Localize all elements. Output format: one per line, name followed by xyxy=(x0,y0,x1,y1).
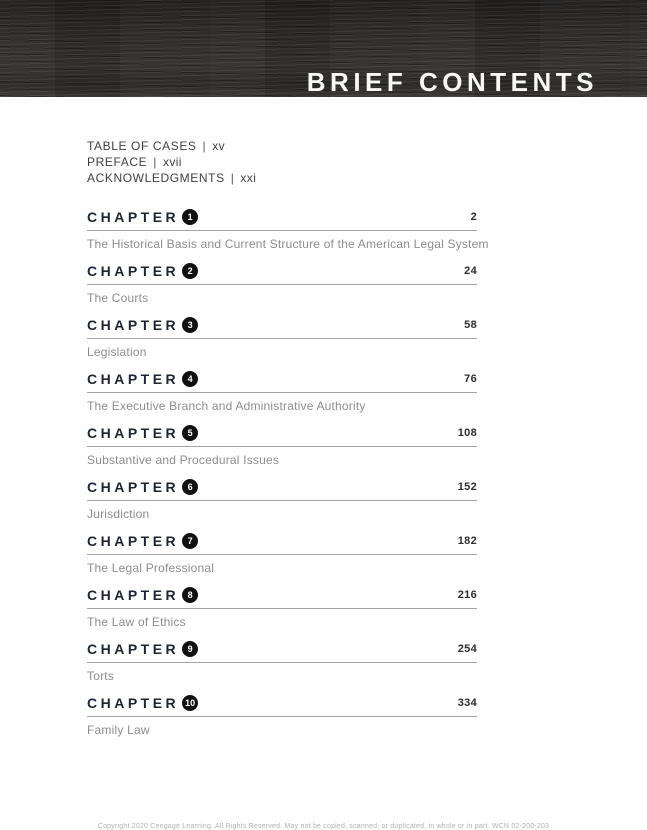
copyright-footer: Copyright 2020 Cengage Learning. All Rights Reserved. May not be copied, scanned, or duplicated, in whole or in part. WCN 02-200-203 xyxy=(97,823,550,830)
chapter-number-badge: 5 xyxy=(182,425,198,441)
chapter-page-number: 254 xyxy=(457,642,477,655)
brief-contents xyxy=(87,138,489,737)
chapter-page-number: 108 xyxy=(457,426,477,439)
chapter-heading-row xyxy=(87,370,477,387)
divider-rule xyxy=(87,446,477,447)
toc-chapter-entry xyxy=(87,532,477,575)
chapter-page-number: 182 xyxy=(457,534,477,547)
toc-chapter-entry xyxy=(87,316,477,359)
separator-bar: | xyxy=(153,155,157,169)
divider-rule xyxy=(87,554,477,555)
page-title: BRIEF CONTENTS xyxy=(306,67,598,97)
chapter-number-badge: 6 xyxy=(182,479,198,495)
front-matter-page: xxi xyxy=(240,171,257,185)
chapter-page-number: 216 xyxy=(457,588,477,601)
front-matter-item-table-of-cases xyxy=(87,138,477,154)
chapter-title: The Historical Basis and Current Structure of the American Legal System xyxy=(87,237,489,251)
front-matter-label: ACKNOWLEDGMENTS xyxy=(87,171,225,185)
chapter-label: CHAPTER xyxy=(87,370,180,387)
chapter-heading-row xyxy=(87,532,477,549)
chapter-title: Jurisdiction xyxy=(87,507,150,521)
divider-rule xyxy=(87,338,477,339)
toc-chapter-entry xyxy=(87,262,477,305)
chapter-page-number: 24 xyxy=(464,264,477,277)
chapter-title: Legislation xyxy=(87,345,147,359)
divider-rule xyxy=(87,608,477,609)
chapter-title: The Executive Branch and Administrative Authority xyxy=(87,399,366,413)
chapter-number-badge: 10 xyxy=(182,695,198,711)
chapter-page-number: 58 xyxy=(464,318,477,331)
divider-rule xyxy=(87,500,477,501)
chapter-page-number: 76 xyxy=(464,372,477,385)
chapter-page-number: 334 xyxy=(457,696,477,709)
chapter-heading-row xyxy=(87,424,477,441)
front-matter-list xyxy=(87,138,477,186)
separator-bar: | xyxy=(230,171,235,185)
toc-chapter-entry xyxy=(87,640,477,683)
chapter-number-badge: 4 xyxy=(182,371,198,387)
front-matter-label: PREFACE xyxy=(87,155,148,169)
chapter-title: The Courts xyxy=(87,291,149,305)
divider-rule xyxy=(87,392,477,393)
chapter-label: CHAPTER xyxy=(87,208,180,225)
chapter-number-badge: 1 xyxy=(182,209,198,225)
chapter-number-badge: 8 xyxy=(182,587,198,603)
chapter-label: CHAPTER xyxy=(87,262,180,279)
chapter-heading-row xyxy=(87,694,477,711)
front-matter-page: xv xyxy=(212,139,226,153)
front-matter-item-acknowledgments xyxy=(87,170,477,186)
divider-rule xyxy=(87,230,477,231)
chapter-heading-row xyxy=(87,586,477,603)
divider-rule xyxy=(87,284,477,285)
chapter-heading-row xyxy=(87,640,477,657)
chapter-number-badge: 3 xyxy=(182,317,198,333)
chapter-number-badge: 9 xyxy=(182,641,198,657)
toc-chapter-entry xyxy=(87,208,489,251)
chapter-title: The Law of Ethics xyxy=(87,615,186,629)
toc-chapter-entry xyxy=(87,478,477,521)
chapter-page-number: 152 xyxy=(457,480,477,493)
divider-rule xyxy=(87,716,477,717)
chapter-label: CHAPTER xyxy=(87,532,180,549)
chapter-page-number: 2 xyxy=(470,210,477,223)
toc-chapter-entry xyxy=(87,424,477,467)
header-band xyxy=(0,0,647,97)
chapter-title: The Legal Professional xyxy=(87,561,215,575)
separator-bar: | xyxy=(202,139,207,153)
front-matter-label: TABLE OF CASES xyxy=(87,139,197,153)
chapter-title: Torts xyxy=(87,669,115,683)
toc-chapter-entry xyxy=(87,586,477,629)
chapter-label: CHAPTER xyxy=(87,478,180,495)
toc-chapter-entry xyxy=(87,694,477,737)
chapter-number-badge: 2 xyxy=(182,263,198,279)
toc-chapter-entry xyxy=(87,370,477,413)
chapter-heading-row xyxy=(87,478,477,495)
chapter-label: CHAPTER xyxy=(87,694,180,711)
divider-rule xyxy=(87,662,477,663)
chapter-heading-row xyxy=(87,262,477,279)
front-matter-page: xvii xyxy=(162,155,182,169)
chapter-label: CHAPTER xyxy=(87,640,180,657)
chapter-heading-row xyxy=(87,208,477,225)
chapter-label: CHAPTER xyxy=(87,316,180,333)
chapter-heading-row xyxy=(87,316,477,333)
chapter-label: CHAPTER xyxy=(87,424,180,441)
chapter-number-badge: 7 xyxy=(182,533,198,549)
front-matter-item-preface xyxy=(87,154,477,170)
chapter-title: Substantive and Procedural Issues xyxy=(87,453,280,467)
chapter-title: Family Law xyxy=(87,723,150,737)
chapter-list xyxy=(87,208,489,737)
chapter-label: CHAPTER xyxy=(87,586,180,603)
